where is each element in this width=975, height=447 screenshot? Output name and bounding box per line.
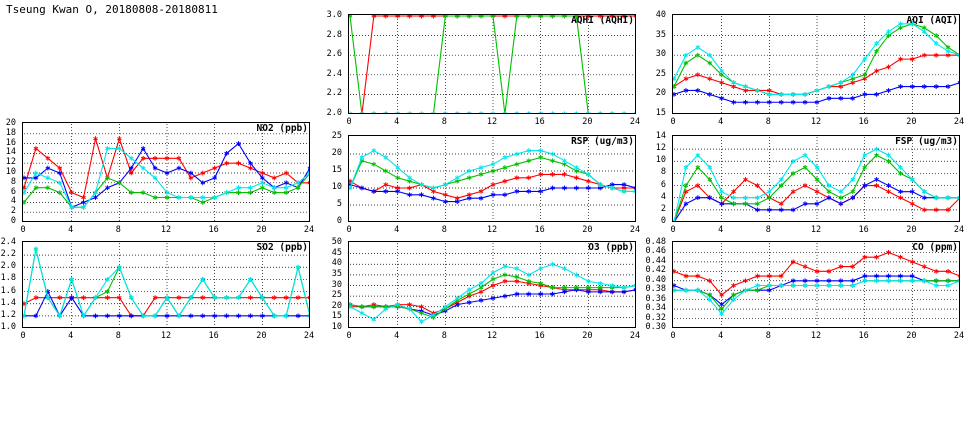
panel-fsp-ytick-label: 4 — [660, 191, 666, 202]
panel-o3-ytick-label: 45 — [331, 247, 342, 258]
panel-no2-ytick-label: 0 — [10, 215, 16, 226]
panel-aqi-xtick-label: 0 — [670, 117, 676, 127]
panel-aqhi-xtick-label: 16 — [534, 117, 545, 127]
panel-o3-ytick-label: 10 — [331, 321, 342, 332]
panel-fsp-title: FSP (ug/m3) — [895, 136, 958, 147]
panel-co-xtick-label: 12 — [810, 331, 822, 341]
panel-aqhi-xtick-label: 12 — [486, 117, 498, 127]
panel-rsp-xtick-label: 20 — [582, 225, 593, 235]
panel-no2-ytick-label: 4 — [10, 196, 16, 207]
panel-rsp — [331, 130, 641, 235]
panel-rsp-ytick-label: 15 — [331, 164, 342, 175]
panel-aqi-ytick-label: 20 — [655, 88, 666, 99]
panel-so2-ytick-label: 1.4 — [0, 297, 16, 308]
panel-co-title: CO (ppm) — [912, 242, 958, 253]
panel-no2-xtick-label: 16 — [208, 225, 219, 235]
panel-aqhi-plot-area — [348, 14, 636, 114]
panel-fsp-plot-area — [672, 135, 960, 222]
panel-aqi-ytick-label: 35 — [655, 29, 666, 40]
panel-fsp-ytick-label: 2 — [660, 203, 666, 214]
panel-aqi-svg — [673, 15, 960, 114]
panel-aqi-ytick-label: 15 — [655, 107, 666, 118]
panel-aqi-title: AQI (AQI) — [906, 15, 958, 26]
panel-so2-xtick-label: 4 — [68, 331, 74, 341]
panel-fsp — [655, 130, 965, 235]
panel-aqhi-ytick-label: 2.2 — [326, 88, 342, 99]
panel-fsp-ytick-label: 12 — [655, 142, 666, 153]
panel-fsp-xtick-label: 20 — [906, 225, 917, 235]
panel-aqhi-series-3 — [349, 15, 636, 114]
panel-no2-xtick-label: 4 — [68, 225, 74, 235]
panel-so2-xtick-label: 16 — [208, 331, 219, 341]
panel-aqhi-xtick-label: 24 — [629, 117, 641, 127]
panel-fsp-xtick-label: 16 — [858, 225, 869, 235]
panel-o3-xtick-label: 24 — [629, 331, 641, 341]
panel-so2-ytick-label: 2.0 — [0, 261, 16, 272]
panel-aqhi-title: AQHI (AQHI) — [571, 15, 634, 26]
panel-rsp-xtick-label: 8 — [441, 225, 447, 235]
panel-aqhi-series-1 — [349, 15, 636, 114]
panel-aqi-xtick-label: 24 — [953, 117, 965, 127]
panel-o3-xtick-label: 12 — [486, 331, 498, 341]
panel-so2-ytick-label: 1.8 — [0, 273, 16, 284]
panel-aqhi-ytick-label: 2.6 — [326, 48, 342, 59]
panel-rsp-ytick-label: 20 — [331, 147, 342, 158]
panel-no2-ytick-label: 10 — [5, 166, 16, 177]
panel-co-series-4 — [673, 278, 960, 316]
panel-aqi-series-3 — [673, 21, 960, 96]
panel-co-xtick-label: 16 — [858, 331, 869, 341]
panel-fsp-ytick-label: 0 — [660, 215, 666, 226]
panel-aqhi-gridlines — [350, 16, 636, 114]
panel-aqhi-series-4 — [349, 112, 636, 114]
panel-aqi-xtick-label: 8 — [765, 117, 771, 127]
panel-co-ytick-label: 0.48 — [645, 236, 666, 247]
panel-fsp-xtick-label: 8 — [765, 225, 771, 235]
panel-so2-ytick-label: 2.2 — [0, 248, 16, 259]
panel-no2-ytick-label: 20 — [5, 117, 16, 128]
panel-fsp-xtick-label: 4 — [718, 225, 724, 235]
panel-fsp-ytick-label: 8 — [660, 167, 666, 178]
panel-co — [645, 236, 965, 341]
panel-co-ytick-label: 0.34 — [645, 302, 666, 313]
panel-o3-ytick-label: 40 — [331, 258, 342, 268]
panel-o3-ytick-label: 30 — [331, 279, 342, 290]
panel-rsp-ytick-label: 25 — [331, 130, 342, 141]
panel-o3-xtick-label: 20 — [582, 331, 593, 341]
panel-so2 — [0, 236, 315, 341]
panel-so2-ytick-label: 1.2 — [0, 309, 16, 320]
panel-so2-series-4 — [23, 247, 310, 319]
panel-rsp-plot-area — [348, 135, 636, 222]
panel-no2-plot-area — [22, 122, 310, 222]
panel-co-xtick-label: 20 — [906, 331, 917, 341]
panel-no2-ytick-label: 12 — [5, 156, 16, 167]
panel-so2-xtick-label: 12 — [160, 331, 172, 341]
panel-so2-ytick-label: 1.0 — [0, 321, 16, 332]
panel-aqi-plot-area — [672, 14, 960, 114]
panel-co-ytick-label: 0.40 — [645, 274, 666, 285]
panel-aqhi-ytick-label: 2.4 — [326, 68, 342, 79]
panel-o3-series-4 — [349, 262, 636, 324]
panel-aqi-ytick-label: 30 — [655, 48, 666, 59]
panel-no2-ytick-label: 16 — [5, 137, 16, 148]
panel-aqhi — [326, 9, 641, 127]
panel-rsp-svg — [349, 136, 636, 222]
panel-fsp-ytick-label: 14 — [655, 130, 666, 141]
panel-o3-ytick-label: 25 — [331, 289, 342, 300]
panel-co-ytick-label: 0.46 — [645, 246, 666, 257]
panel-co-xtick-label: 8 — [765, 331, 771, 341]
panel-so2-plot-area — [22, 241, 310, 328]
panel-co-svg — [673, 242, 960, 328]
panel-aqi-xtick-label: 4 — [718, 117, 724, 127]
panel-o3-series-2 — [349, 287, 636, 317]
panel-o3-title: O3 (ppb) — [588, 242, 634, 253]
panel-no2-ytick-label: 6 — [10, 186, 16, 197]
panel-o3-ytick-label: 35 — [331, 268, 342, 279]
panel-rsp-gridlines — [350, 137, 636, 222]
panel-aqi-xtick-label: 12 — [810, 117, 822, 127]
panel-o3-ytick-label: 15 — [331, 311, 342, 322]
panel-o3-xtick-label: 0 — [346, 331, 352, 341]
panel-rsp-xtick-label: 4 — [394, 225, 400, 235]
panel-o3-ytick-label: 20 — [331, 300, 342, 311]
panel-rsp-ytick-label: 10 — [331, 181, 342, 192]
panel-aqi-ytick-label: 25 — [655, 68, 666, 79]
panel-co-xtick-label: 24 — [953, 331, 965, 341]
panel-aqhi-ytick-label: 2.8 — [326, 29, 342, 40]
panel-aqi — [655, 9, 965, 127]
panel-no2-xtick-label: 8 — [115, 225, 121, 235]
panel-no2-ytick-label: 2 — [10, 205, 16, 216]
panel-aqi-series-4 — [673, 21, 960, 96]
panel-rsp-xtick-label: 16 — [534, 225, 545, 235]
panel-no2-title: NO2 (ppb) — [256, 123, 308, 134]
panel-aqhi-xtick-label: 20 — [582, 117, 593, 127]
panel-fsp-series-3 — [673, 153, 960, 222]
panel-aqi-xtick-label: 20 — [906, 117, 917, 127]
panel-no2-ytick-label: 8 — [10, 176, 16, 187]
panel-aqhi-xtick-label: 0 — [346, 117, 352, 127]
panel-so2-xtick-label: 0 — [20, 331, 26, 341]
panel-co-plot-area — [672, 241, 960, 328]
panel-o3-plot-area — [348, 241, 636, 328]
panel-no2-ytick-label: 14 — [5, 147, 16, 158]
panel-rsp-title: RSP (ug/m3) — [571, 136, 634, 147]
panel-rsp-ytick-label: 5 — [336, 198, 342, 209]
panel-so2-ytick-label: 2.4 — [0, 236, 16, 247]
panel-rsp-xtick-label: 0 — [346, 225, 352, 235]
panel-aqi-xtick-label: 16 — [858, 117, 869, 127]
panel-co-ytick-label: 0.38 — [645, 283, 666, 294]
panel-so2-svg — [23, 242, 310, 328]
panel-o3-xtick-label: 4 — [394, 331, 400, 341]
panel-fsp-xtick-label: 12 — [810, 225, 822, 235]
panel-no2 — [5, 117, 315, 235]
panel-co-ytick-label: 0.42 — [645, 265, 666, 276]
panel-so2-series-3 — [23, 247, 310, 319]
panel-fsp-series-4 — [673, 147, 960, 222]
panel-aqhi-svg — [349, 15, 636, 114]
panel-co-ytick-label: 0.36 — [645, 293, 666, 304]
panel-co-ytick-label: 0.44 — [645, 255, 666, 266]
panel-aqi-ytick-label: 40 — [655, 9, 666, 20]
panel-fsp-ytick-label: 10 — [655, 155, 666, 166]
panel-o3 — [331, 236, 641, 341]
panel-aqhi-ytick-label: 3.0 — [326, 9, 342, 20]
panel-so2-xtick-label: 20 — [256, 331, 267, 341]
panel-so2-ytick-label: 1.6 — [0, 285, 16, 296]
panel-fsp-xtick-label: 0 — [670, 225, 676, 235]
panel-so2-title: SO2 (ppb) — [256, 242, 308, 253]
panel-co-xtick-label: 0 — [670, 331, 676, 341]
panel-o3-ytick-label: 50 — [331, 236, 342, 247]
panel-co-xtick-label: 4 — [718, 331, 724, 341]
panel-so2-xtick-label: 24 — [303, 331, 315, 341]
panel-no2-ytick-label: 18 — [5, 127, 16, 138]
panel-rsp-ytick-label: 0 — [336, 215, 342, 226]
panel-fsp-xtick-label: 24 — [953, 225, 965, 235]
panel-fsp-ytick-label: 6 — [660, 179, 666, 190]
page-title: Tseung Kwan O, 20180808-20180811 — [6, 3, 218, 16]
panel-aqhi-ytick-label: 2.0 — [326, 107, 342, 118]
panel-o3-svg — [349, 242, 636, 328]
panel-co-ytick-label: 0.30 — [645, 321, 666, 332]
panel-rsp-xtick-label: 24 — [629, 225, 641, 235]
panel-aqhi-xtick-label: 8 — [441, 117, 447, 127]
panel-no2-svg — [23, 123, 310, 222]
panel-o3-xtick-label: 16 — [534, 331, 545, 341]
panel-so2-xtick-label: 8 — [115, 331, 121, 341]
panel-co-ytick-label: 0.32 — [645, 312, 666, 323]
panel-o3-xtick-label: 8 — [441, 331, 447, 341]
panel-no2-xtick-label: 12 — [160, 225, 172, 235]
panel-aqhi-xtick-label: 4 — [394, 117, 400, 127]
panel-no2-xtick-label: 20 — [256, 225, 267, 235]
panel-no2-xtick-label: 0 — [20, 225, 26, 235]
panel-rsp-xtick-label: 12 — [486, 225, 498, 235]
panel-no2-xtick-label: 24 — [303, 225, 315, 235]
panel-fsp-svg — [673, 136, 960, 222]
